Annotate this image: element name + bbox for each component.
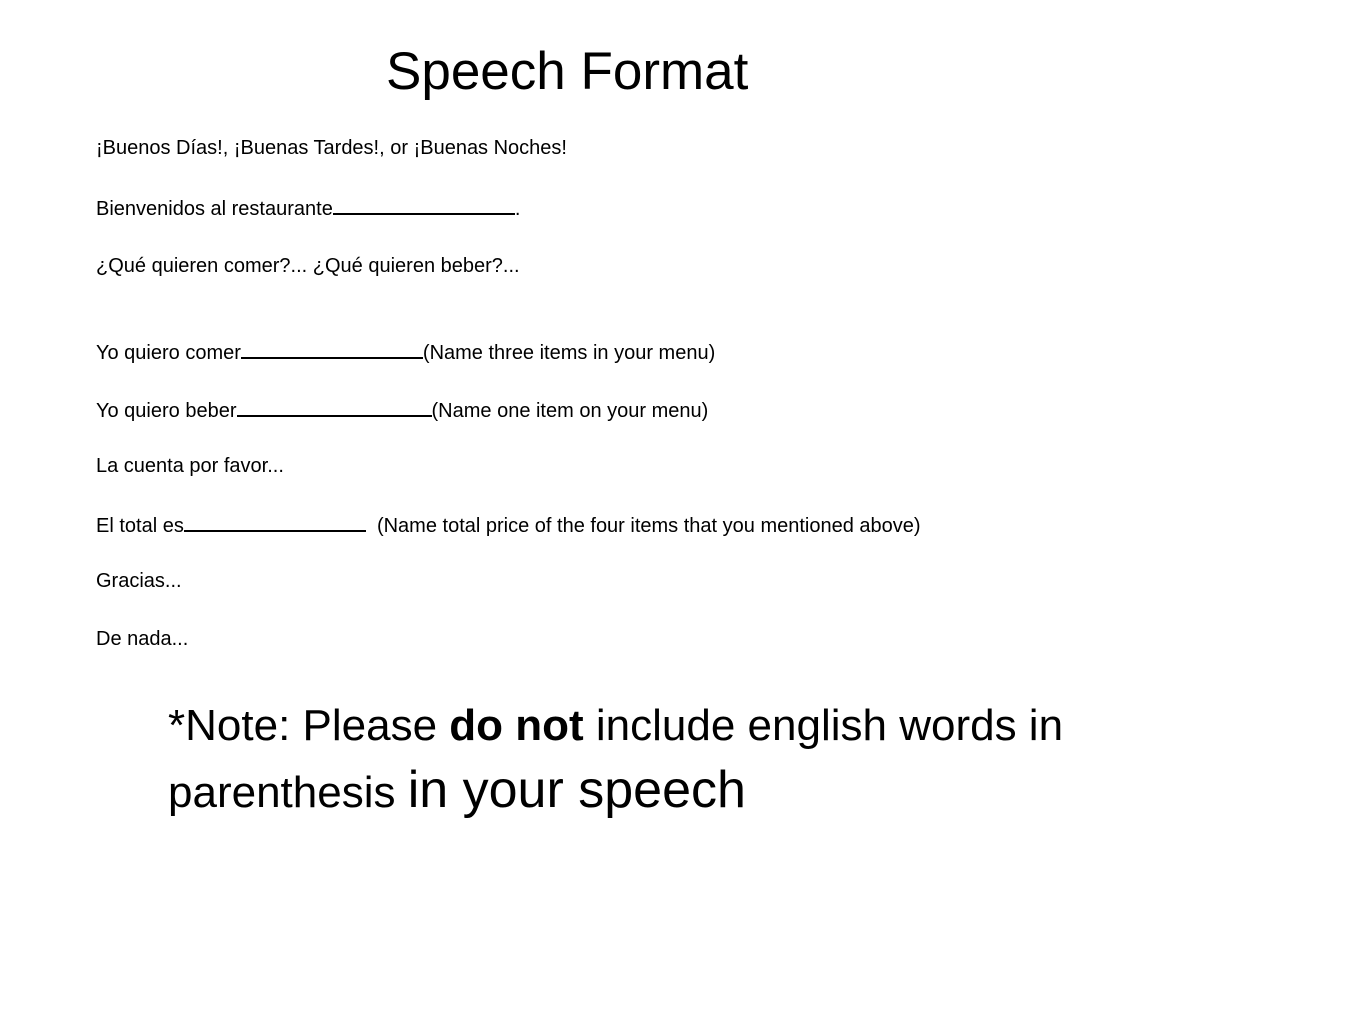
- total-line: [96, 512, 921, 538]
- eat-text: Yo quiero comer: [96, 342, 241, 364]
- welcome-line: [96, 195, 520, 221]
- welcome-text: Bienvenidos al restaurante: [96, 198, 333, 220]
- note-middle: include english words in parenthesis: [168, 701, 1064, 817]
- reply-line: De nada...: [96, 628, 189, 650]
- eat-blank: [241, 339, 423, 359]
- thanks-line: Gracias...: [96, 570, 182, 592]
- restaurant-name-blank: [333, 195, 515, 215]
- page-title: Speech Format: [386, 42, 749, 101]
- drink-line: [96, 397, 708, 423]
- drink-note: (Name one item on your menu): [431, 400, 709, 422]
- speech-note: [168, 694, 1068, 825]
- eat-line: [96, 339, 715, 365]
- note-large: in your speech: [407, 761, 746, 819]
- eat-note: (Name three items in your menu): [422, 342, 716, 364]
- total-note: (Name total price of the four items that you mentioned above): [376, 515, 921, 537]
- drink-text: Yo quiero beber: [96, 400, 237, 422]
- greeting-line: ¡Buenos Días!, ¡Buenas Tardes!, or ¡Buenas Noches!: [96, 137, 567, 159]
- total-blank: [184, 512, 366, 532]
- check-line: La cuenta por favor...: [96, 455, 284, 477]
- note-emphasis: do not: [449, 701, 584, 750]
- drink-blank: [237, 397, 432, 417]
- note-prefix: *Note: Please: [168, 701, 450, 750]
- total-text: El total es: [96, 515, 184, 537]
- welcome-end: .: [514, 198, 521, 220]
- questions-line: ¿Qué quieren comer?... ¿Qué quieren beber?...: [96, 255, 520, 277]
